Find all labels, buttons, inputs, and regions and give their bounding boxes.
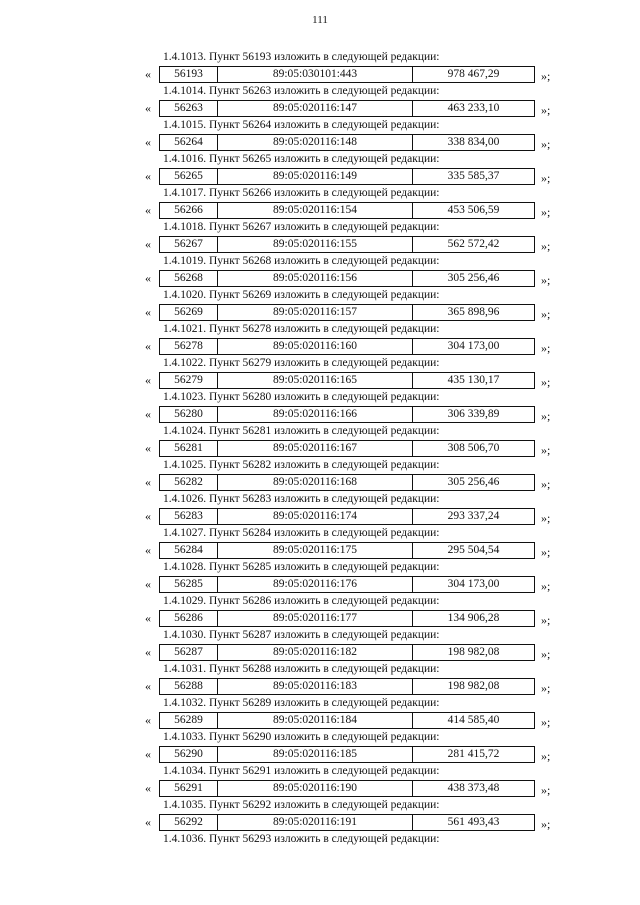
amendment-item <box>143 594 563 628</box>
amendment-heading <box>163 220 440 235</box>
amendment-heading <box>163 322 440 337</box>
section-number: 1.4.1019. <box>163 255 207 267</box>
amendment-heading <box>163 424 440 439</box>
row-table <box>159 576 535 593</box>
value-cell: 308 506,70 <box>447 442 500 454</box>
section-number: 1.4.1018. <box>163 221 207 233</box>
object-id-cell: 56283 <box>160 509 218 524</box>
section-number: 1.4.1023. <box>163 391 207 403</box>
row-table <box>159 610 535 627</box>
object-id-cell: 56290 <box>160 747 218 762</box>
amendment-item <box>143 254 563 288</box>
value-cell: 198 982,08 <box>447 680 500 692</box>
heading-text: изложить в следующей редакции: <box>274 425 440 437</box>
punkt-label: Пункт 56268 <box>209 255 272 267</box>
open-quote: « <box>145 135 151 149</box>
object-id-cell: 56289 <box>160 713 218 728</box>
value-cell: 435 130,17 <box>447 374 500 386</box>
amendment-item <box>143 84 563 118</box>
value-cell: 281 415,72 <box>447 748 500 760</box>
close-quote: »; <box>541 443 551 457</box>
cadastral-number-cell: 89:05:020116:147 <box>218 101 413 116</box>
amendment-heading <box>163 84 440 99</box>
cadastral-number-cell: 89:05:020116:175 <box>218 543 413 558</box>
cadastral-number-cell: 89:05:020116:182 <box>218 645 413 660</box>
punkt-label: Пункт 56281 <box>209 425 272 437</box>
value-cell: 295 504,54 <box>447 544 500 556</box>
row-table <box>159 372 535 389</box>
table-row <box>143 100 563 117</box>
table-row <box>143 372 563 389</box>
table-row <box>143 712 563 729</box>
heading-text: изложить в следующей редакции: <box>274 357 440 369</box>
punkt-label: Пункт 56292 <box>209 799 272 811</box>
open-quote: « <box>145 339 151 353</box>
section-number: 1.4.1033. <box>163 731 207 743</box>
amendment-heading <box>163 730 440 745</box>
open-quote: « <box>145 747 151 761</box>
heading-text: изложить в следующей редакции: <box>274 799 440 811</box>
amendment-heading <box>163 798 440 813</box>
section-number: 1.4.1020. <box>163 289 207 301</box>
value-cell: 338 834,00 <box>447 136 500 148</box>
object-id-cell: 56285 <box>160 577 218 592</box>
row-table <box>159 236 535 253</box>
open-quote: « <box>145 543 151 557</box>
value-cell: 304 173,00 <box>447 578 500 590</box>
punkt-label: Пункт 56265 <box>209 153 272 165</box>
value-cell: 305 256,46 <box>447 476 500 488</box>
punkt-label: Пункт 56269 <box>209 289 272 301</box>
amendment-item <box>143 730 563 764</box>
punkt-label: Пункт 56278 <box>209 323 272 335</box>
amendment-item <box>143 798 563 832</box>
punkt-label: Пункт 56289 <box>209 697 272 709</box>
row-table <box>159 100 535 117</box>
section-number: 1.4.1016. <box>163 153 207 165</box>
punkt-label: Пункт 56282 <box>209 459 272 471</box>
heading-text: изложить в следующей редакции: <box>274 51 440 63</box>
open-quote: « <box>145 271 151 285</box>
amendment-heading <box>163 526 440 541</box>
amendment-heading <box>163 50 440 65</box>
table-row <box>143 644 563 661</box>
table-row <box>143 270 563 287</box>
section-number: 1.4.1035. <box>163 799 207 811</box>
cadastral-number-cell: 89:05:020116:160 <box>218 339 413 354</box>
amendment-item <box>143 118 563 152</box>
close-quote: »; <box>541 511 551 525</box>
punkt-label: Пункт 56283 <box>209 493 272 505</box>
object-id-cell: 56269 <box>160 305 218 320</box>
cadastral-number-cell: 89:05:020116:166 <box>218 407 413 422</box>
amendment-item <box>143 50 563 84</box>
heading-text: изложить в следующей редакции: <box>274 493 440 505</box>
cadastral-number-cell: 89:05:020116:167 <box>218 441 413 456</box>
row-table <box>159 508 535 525</box>
object-id-cell: 56193 <box>160 67 218 82</box>
amendment-item <box>143 560 563 594</box>
section-number: 1.4.1027. <box>163 527 207 539</box>
value-cell: 978 467,29 <box>447 68 500 80</box>
table-row <box>143 304 563 321</box>
heading-text: изложить в следующей редакции: <box>274 561 440 573</box>
punkt-label: Пункт 56264 <box>209 119 272 131</box>
section-number: 1.4.1031. <box>163 663 207 675</box>
open-quote: « <box>145 169 151 183</box>
open-quote: « <box>145 645 151 659</box>
cadastral-number-cell: 89:05:020116:156 <box>218 271 413 286</box>
value-cell: 561 493,43 <box>447 816 500 828</box>
heading-text: изложить в следующей редакции: <box>274 595 440 607</box>
section-number: 1.4.1024. <box>163 425 207 437</box>
amendment-heading <box>163 254 440 269</box>
section-number: 1.4.1021. <box>163 323 207 335</box>
row-table <box>159 202 535 219</box>
cadastral-number-cell: 89:05:020116:191 <box>218 815 413 830</box>
row-table <box>159 542 535 559</box>
close-quote: »; <box>541 239 551 253</box>
section-number: 1.4.1013. <box>163 51 207 63</box>
close-quote: »; <box>541 375 551 389</box>
cadastral-number-cell: 89:05:020116:176 <box>218 577 413 592</box>
close-quote: »; <box>541 205 551 219</box>
value-cell: 198 982,08 <box>447 646 500 658</box>
cadastral-number-cell: 89:05:030101:443 <box>218 67 413 82</box>
section-number: 1.4.1034. <box>163 765 207 777</box>
open-quote: « <box>145 475 151 489</box>
heading-text: изложить в следующей редакции: <box>274 153 440 165</box>
heading-text: изложить в следующей редакции: <box>274 459 440 471</box>
punkt-label: Пункт 56279 <box>209 357 272 369</box>
punkt-label: Пункт 56267 <box>209 221 272 233</box>
open-quote: « <box>145 781 151 795</box>
value-cell: 562 572,42 <box>447 238 500 250</box>
value-cell: 293 337,24 <box>447 510 500 522</box>
punkt-label: Пункт 56284 <box>209 527 272 539</box>
amendment-heading <box>163 152 440 167</box>
amendment-item <box>143 356 563 390</box>
amendment-item <box>143 526 563 560</box>
document-body <box>143 50 563 866</box>
amendment-item <box>143 764 563 798</box>
amendment-heading <box>163 288 440 303</box>
heading-text: изложить в следующей редакции: <box>274 221 440 233</box>
amendment-heading <box>163 356 440 371</box>
cadastral-number-cell: 89:05:020116:184 <box>218 713 413 728</box>
close-quote: »; <box>541 613 551 627</box>
punkt-label: Пункт 56286 <box>209 595 272 607</box>
amendment-heading <box>163 458 440 473</box>
value-cell: 414 585,40 <box>447 714 500 726</box>
object-id-cell: 56279 <box>160 373 218 388</box>
section-number: 1.4.1032. <box>163 697 207 709</box>
close-quote: »; <box>541 171 551 185</box>
section-number: 1.4.1015. <box>163 119 207 131</box>
table-row <box>143 814 563 831</box>
final-amendment <box>143 832 563 866</box>
open-quote: « <box>145 815 151 829</box>
close-quote: »; <box>541 647 551 661</box>
amendment-heading <box>163 628 440 643</box>
table-row <box>143 440 563 457</box>
close-quote: »; <box>541 579 551 593</box>
open-quote: « <box>145 509 151 523</box>
close-quote: »; <box>541 681 551 695</box>
object-id-cell: 56266 <box>160 203 218 218</box>
amendment-heading <box>163 390 440 405</box>
object-id-cell: 56291 <box>160 781 218 796</box>
punkt-label: Пункт 56193 <box>209 51 272 63</box>
row-table <box>159 134 535 151</box>
close-quote: »; <box>541 409 551 423</box>
object-id-cell: 56263 <box>160 101 218 116</box>
heading-text: изложить в следующей редакции: <box>274 391 440 403</box>
row-table <box>159 440 535 457</box>
object-id-cell: 56281 <box>160 441 218 456</box>
row-table <box>159 168 535 185</box>
value-cell: 304 173,00 <box>447 340 500 352</box>
object-id-cell: 56280 <box>160 407 218 422</box>
object-id-cell: 56288 <box>160 679 218 694</box>
open-quote: « <box>145 611 151 625</box>
punkt-label: Пункт 56280 <box>209 391 272 403</box>
amendment-item <box>143 492 563 526</box>
table-row <box>143 134 563 151</box>
cadastral-number-cell: 89:05:020116:168 <box>218 475 413 490</box>
punkt-label: Пункт 56291 <box>209 765 272 777</box>
heading-text: изложить в следующей редакции: <box>274 323 440 335</box>
amendment-item <box>143 424 563 458</box>
object-id-cell: 56267 <box>160 237 218 252</box>
row-table <box>159 780 535 797</box>
row-table <box>159 66 535 83</box>
close-quote: »; <box>541 715 551 729</box>
amendment-item <box>143 220 563 254</box>
open-quote: « <box>145 441 151 455</box>
object-id-cell: 56292 <box>160 815 218 830</box>
table-row <box>143 746 563 763</box>
amendment-item <box>143 186 563 220</box>
value-cell: 453 506,59 <box>447 204 500 216</box>
open-quote: « <box>145 679 151 693</box>
amendment-heading <box>163 594 440 609</box>
table-row <box>143 610 563 627</box>
value-cell: 306 339,89 <box>447 408 500 420</box>
section-number: 1.4.1014. <box>163 85 207 97</box>
heading-text: изложить в следующей редакции: <box>274 765 440 777</box>
close-quote: »; <box>541 341 551 355</box>
object-id-cell: 56284 <box>160 543 218 558</box>
row-table <box>159 406 535 423</box>
object-id-cell: 56265 <box>160 169 218 184</box>
heading-text: изложить в следующей редакции: <box>274 629 440 641</box>
close-quote: »; <box>541 103 551 117</box>
amendment-heading <box>163 118 440 133</box>
heading-text: изложить в следующей редакции: <box>274 833 440 845</box>
row-table <box>159 814 535 831</box>
object-id-cell: 56287 <box>160 645 218 660</box>
cadastral-number-cell: 89:05:020116:154 <box>218 203 413 218</box>
heading-text: изложить в следующей редакции: <box>274 663 440 675</box>
punkt-label: Пункт 56290 <box>209 731 272 743</box>
table-row <box>143 678 563 695</box>
section-number: 1.4.1022. <box>163 357 207 369</box>
amendment-list <box>143 50 563 832</box>
table-row <box>143 474 563 491</box>
value-cell: 365 898,96 <box>447 306 500 318</box>
section-number: 1.4.1026. <box>163 493 207 505</box>
cadastral-number-cell: 89:05:020116:148 <box>218 135 413 150</box>
amendment-heading <box>163 560 440 575</box>
close-quote: »; <box>541 545 551 559</box>
amendment-item <box>143 696 563 730</box>
amendment-item <box>143 662 563 696</box>
open-quote: « <box>145 713 151 727</box>
heading-text: изложить в следующей редакции: <box>274 527 440 539</box>
open-quote: « <box>145 373 151 387</box>
value-cell: 335 585,37 <box>447 170 500 182</box>
open-quote: « <box>145 305 151 319</box>
heading-text: изложить в следующей редакции: <box>274 85 440 97</box>
open-quote: « <box>145 407 151 421</box>
value-cell: 134 906,28 <box>447 612 500 624</box>
cadastral-number-cell: 89:05:020116:165 <box>218 373 413 388</box>
open-quote: « <box>145 67 151 81</box>
amendment-item <box>143 322 563 356</box>
section-number: 1.4.1029. <box>163 595 207 607</box>
row-table <box>159 270 535 287</box>
open-quote: « <box>145 203 151 217</box>
cadastral-number-cell: 89:05:020116:183 <box>218 679 413 694</box>
amendment-heading <box>163 764 440 779</box>
close-quote: »; <box>541 273 551 287</box>
cadastral-number-cell: 89:05:020116:177 <box>218 611 413 626</box>
amendment-heading <box>163 696 440 711</box>
punkt-label: Пункт 56266 <box>209 187 272 199</box>
amendment-item <box>143 628 563 662</box>
object-id-cell: 56268 <box>160 271 218 286</box>
table-row <box>143 780 563 797</box>
row-table <box>159 712 535 729</box>
table-row <box>143 66 563 83</box>
amendment-heading <box>163 832 440 847</box>
close-quote: »; <box>541 307 551 321</box>
close-quote: »; <box>541 69 551 83</box>
heading-text: изложить в следующей редакции: <box>274 187 440 199</box>
close-quote: »; <box>541 137 551 151</box>
cadastral-number-cell: 89:05:020116:157 <box>218 305 413 320</box>
punkt-label: Пункт 56263 <box>209 85 272 97</box>
cadastral-number-cell: 89:05:020116:190 <box>218 781 413 796</box>
heading-text: изложить в следующей редакции: <box>274 255 440 267</box>
section-number: 1.4.1036. <box>163 833 207 845</box>
section-number: 1.4.1017. <box>163 187 207 199</box>
heading-text: изложить в следующей редакции: <box>274 119 440 131</box>
amendment-item <box>143 390 563 424</box>
open-quote: « <box>145 577 151 591</box>
amendment-heading <box>163 492 440 507</box>
amendment-item <box>143 288 563 322</box>
punkt-label: Пункт 56285 <box>209 561 272 573</box>
object-id-cell: 56278 <box>160 339 218 354</box>
value-cell: 438 373,48 <box>447 782 500 794</box>
close-quote: »; <box>541 749 551 763</box>
table-row <box>143 338 563 355</box>
table-row <box>143 542 563 559</box>
row-table <box>159 474 535 491</box>
amendment-item <box>143 152 563 186</box>
cadastral-number-cell: 89:05:020116:149 <box>218 169 413 184</box>
table-row <box>143 406 563 423</box>
amendment-item <box>143 458 563 492</box>
amendment-heading <box>163 662 440 677</box>
object-id-cell: 56282 <box>160 475 218 490</box>
cadastral-number-cell: 89:05:020116:185 <box>218 747 413 762</box>
section-number: 1.4.1030. <box>163 629 207 641</box>
heading-text: изложить в следующей редакции: <box>274 289 440 301</box>
row-table <box>159 304 535 321</box>
row-table <box>159 678 535 695</box>
row-table <box>159 746 535 763</box>
close-quote: »; <box>541 817 551 831</box>
table-row <box>143 202 563 219</box>
row-table <box>159 338 535 355</box>
section-number: 1.4.1028. <box>163 561 207 573</box>
table-row <box>143 236 563 253</box>
punkt-label: Пункт 56293 <box>209 833 272 845</box>
close-quote: »; <box>541 477 551 491</box>
table-row <box>143 508 563 525</box>
value-cell: 305 256,46 <box>447 272 500 284</box>
page-number: 111 <box>312 14 328 26</box>
open-quote: « <box>145 237 151 251</box>
section-number: 1.4.1025. <box>163 459 207 471</box>
heading-text: изложить в следующей редакции: <box>274 697 440 709</box>
punkt-label: Пункт 56287 <box>209 629 272 641</box>
row-table <box>159 644 535 661</box>
cadastral-number-cell: 89:05:020116:174 <box>218 509 413 524</box>
punkt-label: Пункт 56288 <box>209 663 272 675</box>
object-id-cell: 56286 <box>160 611 218 626</box>
object-id-cell: 56264 <box>160 135 218 150</box>
cadastral-number-cell: 89:05:020116:155 <box>218 237 413 252</box>
heading-text: изложить в следующей редакции: <box>274 731 440 743</box>
amendment-heading <box>163 186 440 201</box>
value-cell: 463 233,10 <box>447 102 500 114</box>
table-row <box>143 576 563 593</box>
close-quote: »; <box>541 783 551 797</box>
open-quote: « <box>145 101 151 115</box>
table-row <box>143 168 563 185</box>
